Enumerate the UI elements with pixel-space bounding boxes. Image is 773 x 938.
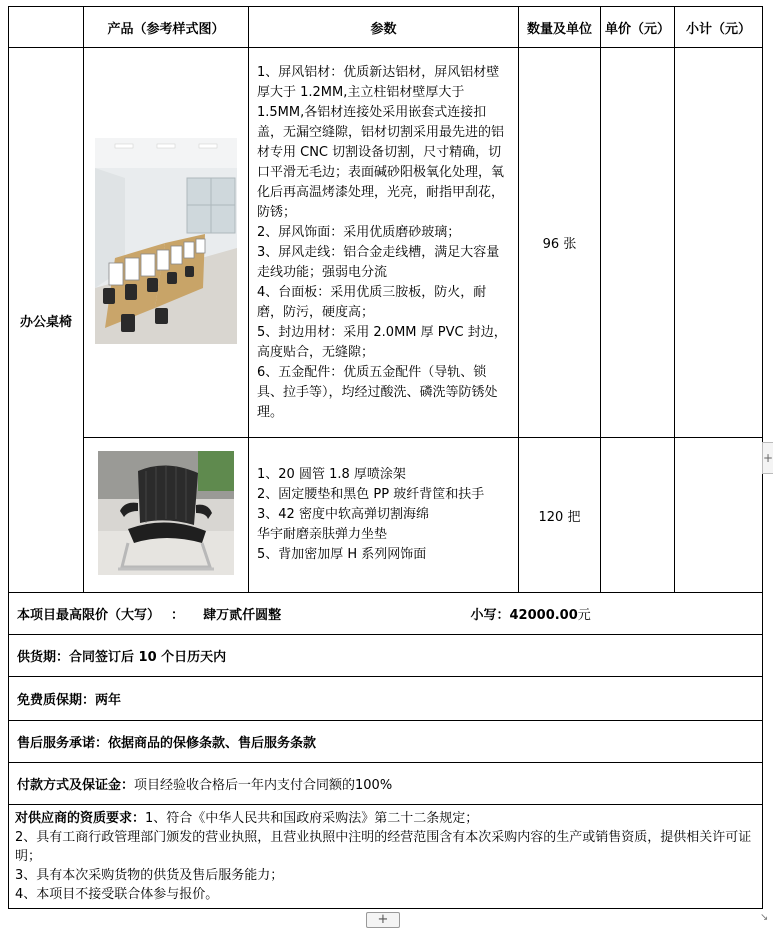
params-cell (249, 438, 519, 593)
param-line: 华宇耐磨亲肤弹力坐垫 (257, 527, 388, 542)
max-price-lower-unit: 元 (577, 608, 591, 623)
delivery-row (9, 635, 763, 677)
header-qty: 数量及单位 (519, 7, 601, 48)
max-price-lower-value: 42000.00 (509, 608, 578, 623)
param-line: 6、五金配件：优质五金配件（导轨、锁具、拉手等），均经过酸洗、磷洗等防锈处理。 (257, 364, 498, 420)
params-cell (249, 48, 519, 438)
table-row (9, 48, 763, 438)
office-desk-photo-icon (95, 138, 237, 344)
qualification-cell (9, 805, 763, 909)
product-image-cell (84, 438, 249, 593)
warranty-row (9, 677, 763, 721)
param-line: 1、屏风铝材：优质新达铝材，屏风铝材壁厚大于 1.2MM,主立柱铝材壁厚大于 1.5MM,各铝材连接处采用嵌套式连接扣盖，无漏空缝隙，铝材切割采用最先进的铝材专用 CNC 切割设备切割，尺寸精确，切口平滑无毛边；表面碱砂阳极氧化处理，氧化后再高温烤漆处理，光亮，耐指甲刮花，防锈； (257, 64, 505, 220)
header-params: 参数 (249, 7, 519, 48)
warranty-cell: 免费质保期：两年 (9, 677, 763, 721)
unit-price-cell (601, 48, 675, 438)
qualification-line: 2、具有工商行政管理部门颁发的营业执照，且营业执照中注明的经营范围含有本次采购内容的生产或销售资质，提供相关许可证明； (15, 830, 752, 864)
param-line: 5、封边用材：采用 2.0MM 厚 PVC 封边，高度贴合，无缝隙； (257, 324, 507, 360)
office-chair-photo-icon (98, 451, 234, 575)
header-subtotal: 小计（元） (675, 7, 763, 48)
max-price-upper: 肆万贰仟圆整 (203, 608, 282, 623)
max-price-lower-label: 小写： (470, 608, 510, 623)
header-product: 产品（参考样式图） (84, 7, 249, 48)
category-label: 办公桌椅 (9, 48, 84, 593)
subtotal-cell (675, 438, 763, 593)
payment-row (9, 763, 763, 805)
payment-label: 付款方式及保证金： (17, 778, 135, 793)
max-price-sep: ： (171, 608, 185, 623)
table-row (9, 438, 763, 593)
qualification-line: 3、具有本次采购货物的供货及售后服务能力； (15, 868, 284, 883)
param-line: 3、42 密度中软高弹切割海绵 (257, 507, 429, 522)
max-price-cell (9, 593, 763, 635)
add-column-button[interactable]: + (762, 442, 773, 474)
qualification-row (9, 805, 763, 909)
max-price-label: 本项目最高限价（大写） (17, 608, 161, 623)
product-image-cell (84, 48, 249, 438)
resize-handle-icon[interactable]: ↘ (760, 912, 769, 923)
after-sales-row (9, 721, 763, 763)
after-sales-cell: 售后服务承诺：依据商品的保修条款、售后服务条款 (9, 721, 763, 763)
payment-cell (9, 763, 763, 805)
max-price-row (9, 593, 763, 635)
header-unit-price: 单价（元） (601, 7, 675, 48)
param-line: 3、屏风走线：铝合金走线槽，满足大容量走线功能；强弱电分流 (257, 244, 500, 280)
unit-price-cell (601, 438, 675, 593)
param-line: 2、屏风饰面：采用优质磨砂玻璃； (257, 224, 461, 240)
qualification-label: 对供应商的资质要求： (15, 811, 146, 826)
param-line: 2、固定腰垫和黑色 PP 玻纤背筐和扶手 (257, 487, 485, 502)
header-row (9, 7, 763, 48)
qty-cell: 120 把 (519, 438, 601, 593)
delivery-cell: 供货期：合同签订后 10 个日历天内 (9, 635, 763, 677)
header-blank (9, 7, 84, 48)
subtotal-cell (675, 48, 763, 438)
qualification-line: 4、本项目不接受联合体参与报价。 (15, 887, 219, 902)
param-line: 1、20 圆管 1.8 厚喷涂架 (257, 467, 406, 482)
payment-text: 项目经验收合格后一年内支付合同额的100% (134, 778, 393, 793)
procurement-table (8, 6, 763, 909)
max-price-lower (471, 604, 591, 623)
param-line: 4、台面板：采用优质三胺板，防火，耐磨，防污，硬度高； (257, 284, 487, 320)
param-line: 5、背加密加厚 H 系列网饰面 (257, 547, 427, 562)
qualification-line: 1、符合《中华人民共和国政府采购法》第二十二条规定； (145, 811, 479, 826)
add-row-button[interactable]: + (366, 912, 400, 928)
qty-cell: 96 张 (519, 48, 601, 438)
